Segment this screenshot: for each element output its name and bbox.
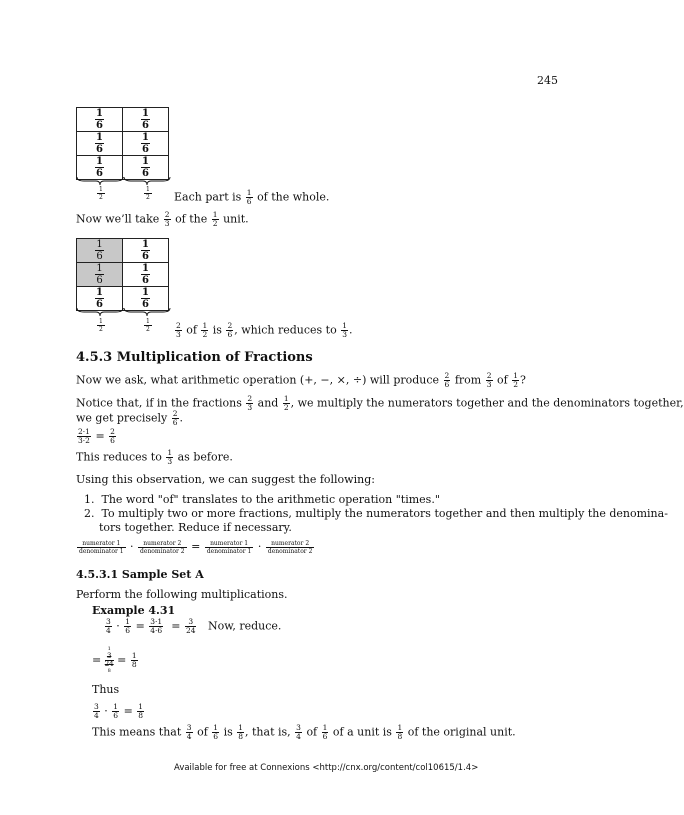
list-item-continuation: tors together. Reduce if necessary. — [99, 521, 292, 534]
brace-label: $\frac{1}{2}$ — [146, 318, 150, 333]
grid1-caption: Each part is $\frac{1}{6}$ of the whole. — [174, 188, 330, 206]
paragraph: Notice that, if in the fractions $\frac{2}{3}$ and $\frac{1}{2}$ , we multiply the numerators together and the denominators together, — [76, 394, 684, 412]
grid-cell: $\frac{1}{6}$ — [123, 239, 169, 263]
brace-label: $\frac{1}{2}$ — [99, 318, 103, 333]
footer: Available for free at Connexions <http://cnx.org/content/col10615/1.4> — [174, 763, 479, 773]
paragraph: Now we ask, what arithmetic operation (+, −, ×, ÷) will produce $\frac{2}{6}$ from $\frac{2}{3}$ of $\frac{1}{2}$ ? — [76, 371, 526, 389]
page-number: 245 — [537, 74, 558, 87]
grid-cell: $\frac{1}{6}$ — [77, 108, 123, 132]
grid-cell-shaded: $\frac{1}{6}$ — [77, 239, 123, 263]
grid-cell: $\frac{1}{6}$ — [123, 132, 169, 156]
brace-label: $\frac{1}{2}$ — [99, 186, 103, 201]
paragraph: This means that $\frac{3}{4}$ of $\frac{1}{6}$ is $\frac{1}{8}$ , that is, $\frac{3}{4}$ of $\frac{1}{6}$ of a unit is $\frac{1}{8}$ of the original unit. — [92, 723, 516, 741]
grid-cell: $\frac{1}{6}$ — [123, 108, 169, 132]
grid-cell: $\frac{1}{6}$ — [123, 287, 169, 311]
paragraph: Thus — [92, 683, 120, 696]
paragraph: Perform the following multiplications. — [76, 588, 288, 601]
brace-right — [123, 307, 171, 317]
grid-cell-shaded: $\frac{1}{6}$ — [77, 263, 123, 287]
grid-cell: $\frac{1}{6}$ — [77, 287, 123, 311]
grid-cell: $\frac{1}{6}$ — [77, 156, 123, 180]
example-line: = 1 3 24 8 = $\frac{1}{8}$ — [92, 646, 137, 674]
brace-left — [76, 307, 124, 317]
grid-cell: $\frac{1}{6}$ — [77, 132, 123, 156]
subsection-heading: 4.5.3.1 Sample Set A — [76, 568, 204, 581]
grid-cell: $\frac{1}{6}$ — [123, 156, 169, 180]
brace-right — [123, 176, 171, 186]
paragraph: This reduces to $\frac{1}{3}$ as before. — [76, 448, 233, 466]
fraction-grid-sixths — [76, 107, 169, 180]
take-sentence: Now we’ll take $\frac{2}{3}$ of the $\frac{1}{2}$ unit. — [76, 210, 249, 228]
example-line: $\frac{3}{4}$ · $\frac{1}{6}$ = $\frac{3\cdot 1}{4\cdot 6}$ = $\frac{3}{24}$ Now, reduce. — [106, 617, 282, 635]
grid-cell: $\frac{1}{6}$ — [123, 263, 169, 287]
example-line: $\frac{3}{4}$ · $\frac{1}{6}$ = $\frac{1}{8}$ — [94, 702, 144, 720]
grid2-caption: $\frac{2}{3}$ of $\frac{1}{2}$ is $\frac{2}{6}$ , which reduces to $\frac{1}{3}$ . — [176, 321, 353, 339]
paragraph: we get precisely $\frac{2}{6}$ . — [76, 409, 184, 427]
example-title: Example 4.31 — [92, 604, 176, 617]
list-item: 2. To multiply two or more fractions, multiply the numerators together and then multiply the denomina- — [84, 507, 668, 520]
multiplication-rule: numerator 1 denominator 1 · numerator 2 denominator 2 = numerator 1 denominator 1 · numerator 2 denominator 2 — [79, 539, 313, 555]
brace-left — [76, 176, 124, 186]
list-item: 1. The word "of" translates to the arithmetic operation "times." — [84, 493, 440, 506]
equation: $\frac{2\cdot 1}{3\cdot 2}$ = $\frac{2}{6}$ — [78, 427, 115, 445]
brace-label: $\frac{1}{2}$ — [146, 186, 150, 201]
fraction-grid-shaded — [76, 238, 169, 311]
section-heading: 4.5.3 Multiplication of Fractions — [76, 350, 313, 365]
paragraph: Using this observation, we can suggest the following: — [76, 473, 375, 486]
